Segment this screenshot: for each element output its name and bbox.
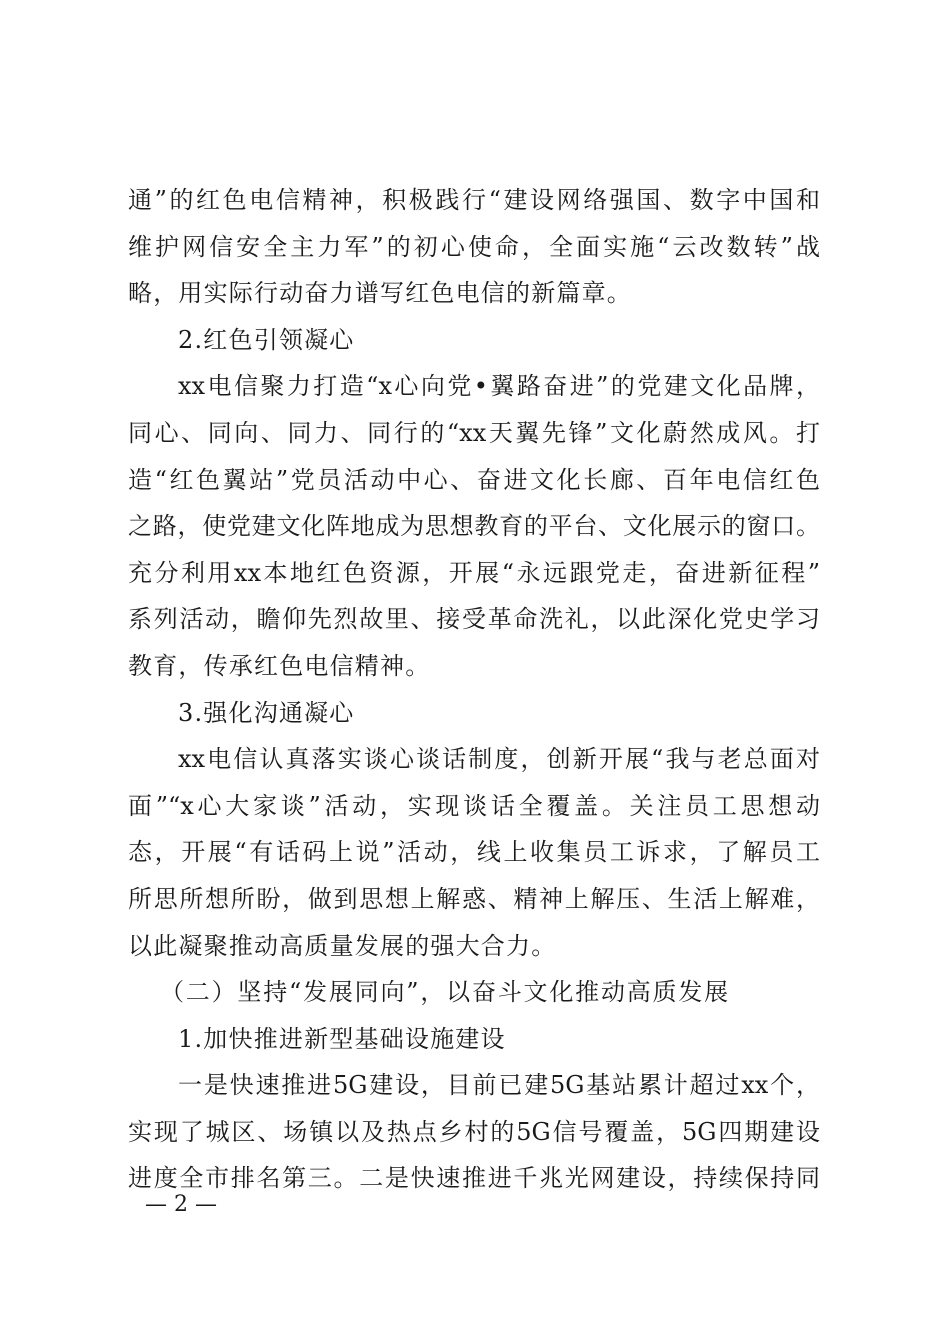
chapter-heading: （二）坚持“发展同向”，以奋斗文化推动高质发展 — [160, 978, 730, 1007]
text-line: 略，用实际行动奋力谱写红色电信的新篇章。 — [128, 279, 632, 308]
text-line: xx电信聚力打造“x心向党•翼路奋进”的党建文化品牌， — [178, 372, 820, 401]
text-line: 通”的红色电信精神，积极践行“建设网络强国、数字中国和 — [128, 186, 820, 214]
text-line: 态，开展“有话码上说”活动，线上收集员工诉求，了解员工 — [128, 838, 820, 867]
section-heading: 3.强化沟通凝心 — [178, 698, 355, 727]
page-number: — 2 — — [145, 1192, 217, 1217]
text-line: 实现了城区、场镇以及热点乡村的5G信号覆盖，5G四期建设 — [128, 1117, 820, 1146]
text-line: 造“红色翼站”党员活动中心、奋进文化长廊、百年电信红色 — [128, 465, 820, 494]
section-heading: 2.红色引领凝心 — [178, 325, 355, 354]
text-line: 一是快速推进5G建设，目前已建5G基站累计超过xx个， — [178, 1071, 820, 1100]
text-line: 系列活动，瞻仰先烈故里、接受革命洗礼，以此深化党史学习 — [128, 605, 820, 634]
section-heading: 1.加快推进新型基础设施建设 — [178, 1024, 506, 1053]
body-text — [128, 177, 820, 1202]
text-line: 之路，使党建文化阵地成为思想教育的平台、文化展示的窗口。 — [128, 512, 820, 541]
text-line: 进度全市排名第三。二是快速推进千兆光网建设，持续保持同 — [128, 1164, 820, 1193]
text-line: 所思所想所盼，做到思想上解惑、精神上解压、生活上解难， — [128, 884, 820, 913]
text-line: 面”“x心大家谈”活动，实现谈话全覆盖。关注员工思想动 — [128, 791, 820, 820]
text-line: 同心、同向、同力、同行的“xx天翼先锋”文化蔚然成风。打 — [128, 418, 820, 447]
text-line: 维护网信安全主力军”的初心使命，全面实施“云改数转”战 — [128, 232, 820, 261]
text-line: 充分利用xx本地红色资源，开展“永远跟党走，奋进新征程” — [128, 558, 820, 587]
text-line: xx电信认真落实谈心谈话制度，创新开展“我与老总面对 — [178, 745, 820, 774]
text-line: 教育，传承红色电信精神。 — [128, 651, 431, 680]
text-line: 以此凝聚推动高质量发展的强大合力。 — [128, 931, 557, 960]
